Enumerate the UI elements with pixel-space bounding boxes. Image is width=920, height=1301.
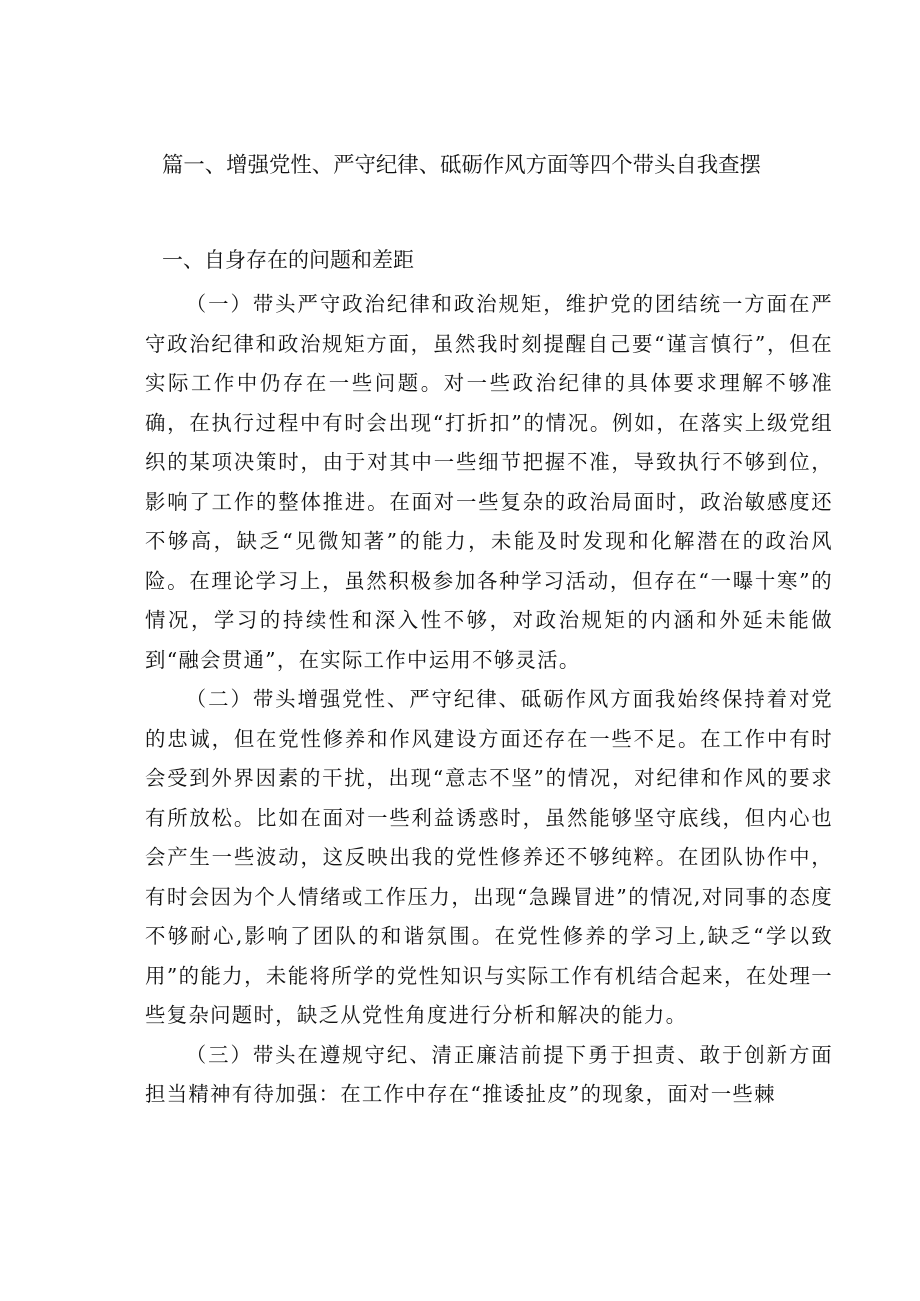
paragraph-3: （三）带头在遵规守纪、清正廉洁前提下勇于担责、敢于创新方面担当精神有待加强：在工作中存在“推诿扯皮”的现象，面对一些棘: [145, 1042, 833, 1106]
document-title: 篇一、增强党性、严守纪律、砥砺作风方面等四个带头自我查摆: [162, 153, 761, 178]
document-body: [145, 285, 833, 1115]
section-heading: 一、自身存在的问题和差距: [162, 248, 414, 272]
paragraph-2: （二）带头增强党性、严守纪律、砥砺作风方面我始终保持着对党的忠诚，但在党性修养和作风建设方面还存在一些不足。在工作中有时会受到外界因素的干扰，出现“意志不坚”的情况，对纪律和作风的要求有所放松。比如在面对一些利益诱惑时，虽然能够坚守底线，但内心也会产生一些波动，这反映出我的党性修养还不够纯粹。在团队协作中，有时会因为个人情绪或工作压力，出现“急躁冒进”的情况,对同事的态度不够耐心,影响了团队的和谐氛围。在党性修养的学习上,缺乏“学以致用”的能力，未能将所学的党性知识与实际工作有机结合起来，在处理一些复杂问题时，缺乏从党性角度进行分析和解决的能力。: [145, 687, 833, 1027]
paragraph-1: （一）带头严守政治纪律和政治规矩，维护党的团结统一方面在严守政治纪律和政治规矩方面，虽然我时刻提醒自己要“谨言慎行”，但在实际工作中仍存在一些问题。对一些政治纪律的具体要求理解不够准确，在执行过程中有时会出现“打折扣”的情况。例如，在落实上级党组织的某项决策时，由于对其中一些细节把握不准，导致执行不够到位，影响了工作的整体推进。在面对一些复杂的政治局面时，政治敏感度还不够高，缺乏“见微知著”的能力，未能及时发现和化解潜在的政治风险。在理论学习上，虽然积极参加各种学习活动，但存在“一曝十寒”的情况，学习的持续性和深入性不够，对政治规矩的内涵和外延未能做到“融会贯通”，在实际工作中运用不够灵活。: [145, 292, 833, 672]
